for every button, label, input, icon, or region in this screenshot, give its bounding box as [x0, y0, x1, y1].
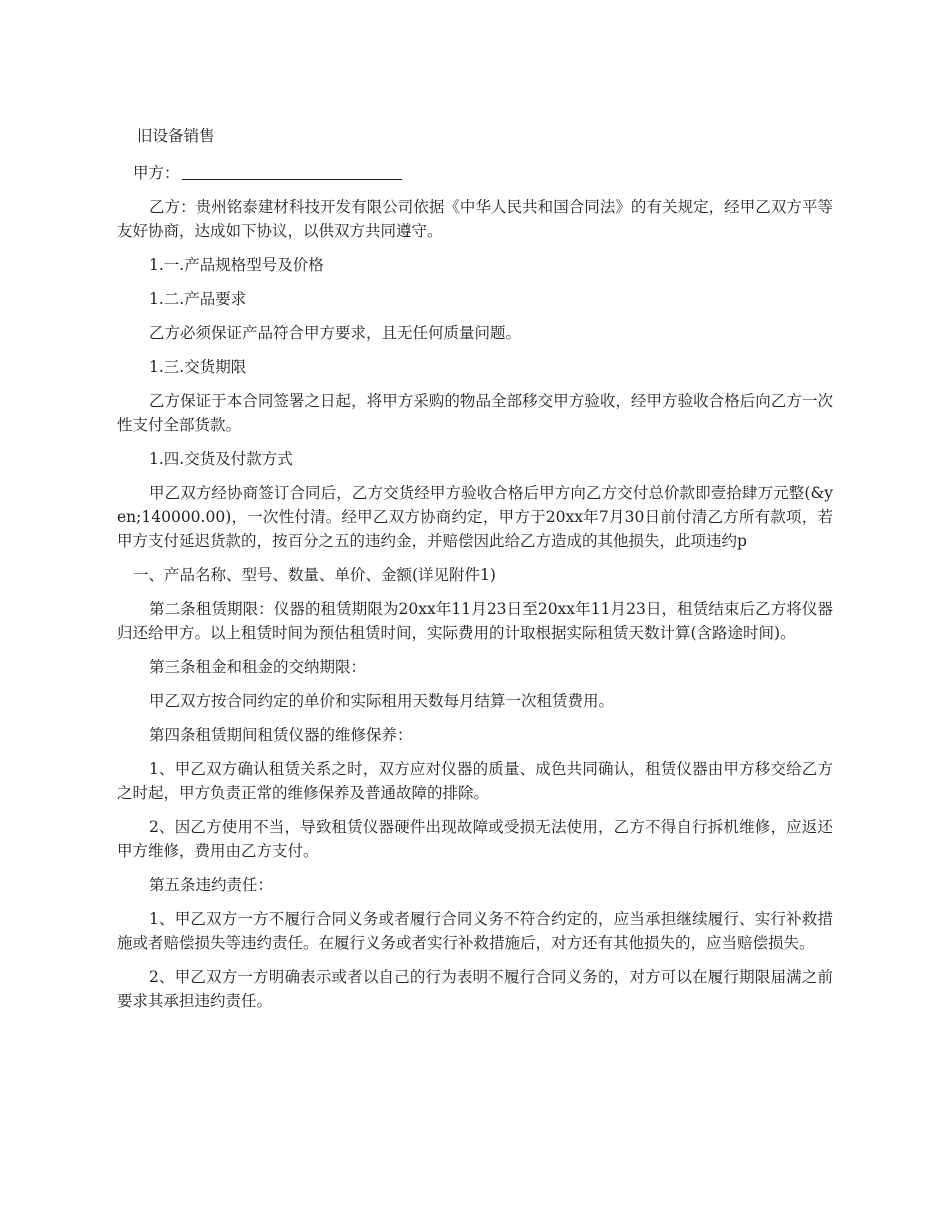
paragraph-delivery-period: 乙方保证于本合同签署之日起，将甲方采购的物品全部移交甲方验收，经甲方验收合格后向乙方一次性支付全部货款。 [117, 392, 833, 434]
heading-delivery-period: 1.三.交货期限 [149, 358, 247, 376]
heading-article-3: 第三条租金和租金的交纳期限： [149, 658, 367, 676]
paragraph-article-4-item-1: 1、甲乙双方确认租赁关系之时，双方应对仪器的质量、成色共同确认，租赁仪器由甲方移交给乙方之时起，甲方负责正常的维修保养及普通故障的排除。 [117, 760, 833, 802]
document-page [117, 124, 833, 1023]
paragraph-article-5-item-2: 2、甲乙双方一方明确表示或者以自己的行为表明不履行合同义务的，对方可以在履行期限届满之前要求其承担违约责任。 [117, 968, 833, 1010]
heading-delivery-payment: 1.四.交货及付款方式 [149, 450, 293, 468]
paragraph-article-3: 甲乙双方按合同约定的单价和实际租用天数每月结算一次租赁费用。 [149, 692, 615, 710]
heading-article-5: 第五条违约责任： [149, 876, 274, 894]
party-a-line [117, 161, 833, 185]
heading-product-requirements: 1.二.产品要求 [149, 290, 247, 308]
paragraph-party-b: 乙方：贵州铭泰建材科技开发有限公司依据《中华人民共和国合同法》的有关规定，经甲乙双方平等友好协商，达成如下协议，以供双方共同遵守。 [117, 198, 833, 240]
paragraph-payment: 甲乙双方经协商签订合同后，乙方交货经甲方验收合格后甲方向乙方交付总价款即壹拾肆万元整(&yen;140000.00)，一次性付清。经甲乙双方协商约定，甲方于20xx年7月30日前付清乙方所有款项，若甲方支付延迟货款的，按百分之五的违约金，并赔偿因此给乙方造成的其他损失，此项违约p [117, 484, 833, 550]
paragraph-product-list: 一、产品名称、型号、数量、单价、金额(详见附件1) [133, 566, 496, 584]
document-title: 旧设备销售 [137, 127, 215, 145]
party-a-label: 甲方： [133, 164, 180, 182]
paragraph-article-5-item-1: 1、甲乙双方一方不履行合同义务或者履行合同义务不符合约定的，应当承担继续履行、实行补救措施或者赔偿损失等违约责任。在履行义务或者实行补救措施后，对方还有其他损失的，应当赔偿损失。 [117, 910, 833, 952]
party-a-blank [182, 163, 402, 180]
heading-spec-price: 1.一.产品规格型号及价格 [149, 256, 324, 274]
paragraph-article-4-item-2: 2、因乙方使用不当，导致租赁仪器硬件出现故障或受损无法使用，乙方不得自行拆机维修，应返还甲方维修，费用由乙方支付。 [117, 818, 833, 860]
paragraph-quality: 乙方必须保证产品符合甲方要求，且无任何质量问题。 [149, 324, 522, 342]
paragraph-article-2: 第二条租赁期限：仪器的租赁期限为20xx年11月23日至20xx年11月23日，租赁结束后乙方将仪器归还给甲方。以上租赁时间为预估租赁时间，实际费用的计取根据实际租赁天数计算(含路途时间)。 [117, 600, 833, 642]
heading-article-4: 第四条租赁期间租赁仪器的维修保养： [149, 726, 413, 744]
